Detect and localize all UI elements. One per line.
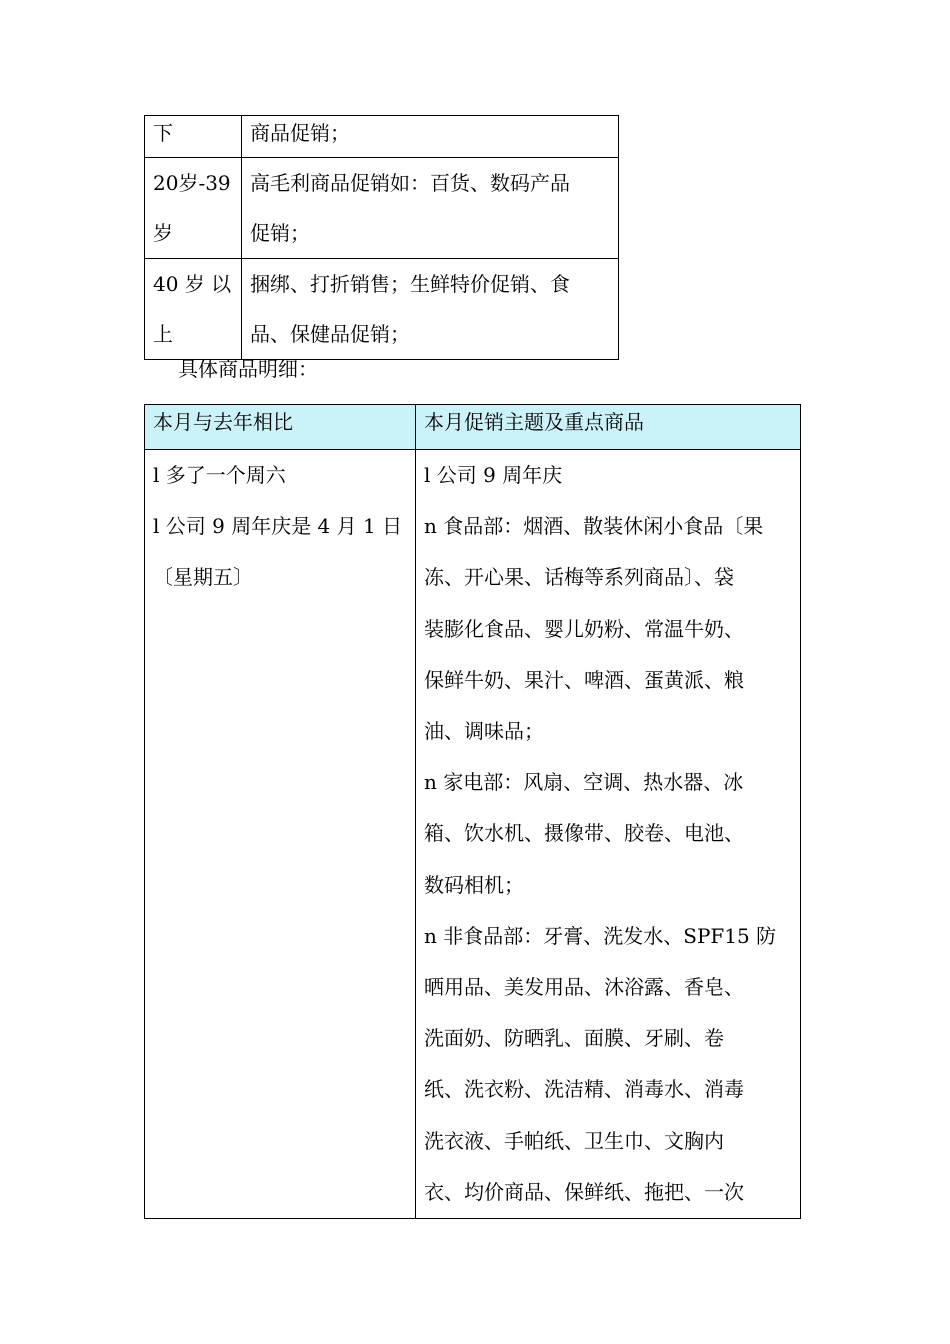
- age-group-text: 上: [153, 322, 173, 346]
- promotion-line: 纸、洗衣粉、洗洁精、消毒水、消毒: [424, 1077, 744, 1102]
- product-detail-table: [144, 404, 801, 1219]
- promotion-text: 促销；: [250, 221, 310, 245]
- promotion-line: 晒用品、美发用品、沐浴露、香皂、: [424, 975, 744, 1000]
- age-promotion-table: [144, 115, 619, 360]
- promotion-theme-cell: [416, 450, 801, 1219]
- promotion-cell: [242, 116, 619, 158]
- age-group-cell: [145, 158, 242, 259]
- header-cell-promotion-theme: 本月促销主题及重点商品: [416, 405, 801, 450]
- promotion-text: 品、保健品促销；: [250, 322, 410, 346]
- promotion-text: 捆绑、打折销售；生鲜特价促销、食: [250, 272, 570, 296]
- promotion-line: l 公司 9 周年庆: [424, 463, 563, 487]
- table-row: [145, 259, 619, 360]
- promotion-line: 冻、开心果、话梅等系列商品〕、袋: [424, 565, 734, 590]
- age-group-text: 岁: [153, 221, 173, 245]
- comparison-cell: [145, 450, 416, 1219]
- promotion-line: 洗衣液、手帕纸、卫生巾、文胸内: [424, 1128, 724, 1153]
- table-header-row: [145, 405, 801, 450]
- table-row: [145, 116, 619, 158]
- promotion-line: 保鲜牛奶、果汁、啤酒、蛋黄派、粮: [424, 667, 744, 692]
- promotion-text: 高毛利商品促销如：百货、数码产品: [250, 171, 570, 195]
- promotion-cell: [242, 259, 619, 360]
- age-group-text: 40 岁 以: [153, 272, 232, 296]
- age-group-text: 下: [153, 121, 173, 145]
- age-group-cell: [145, 116, 242, 158]
- table-row: [145, 158, 619, 259]
- promotion-cell: [242, 158, 619, 259]
- promotion-line: 油、调味品；: [424, 719, 544, 744]
- comparison-line: l 公司 9 周年庆是 4 月 1 日: [153, 514, 403, 539]
- promotion-line: n 家电部：风扇、空调、热水器、冰: [424, 770, 744, 795]
- section-heading: 具体商品明细：: [178, 357, 318, 381]
- comparison-line: 〔星期五〕: [153, 565, 253, 590]
- promotion-line: n 食品部：烟酒、散装休闲小食品〔果: [424, 514, 764, 539]
- promotion-line: 衣、均价商品、保鲜纸、拖把、一次: [424, 1179, 744, 1204]
- promotion-line: 洗面奶、防晒乳、面膜、牙刷、卷: [424, 1026, 724, 1051]
- age-group-text: 20岁-39: [153, 171, 231, 195]
- promotion-line: 装膨化食品、婴儿奶粉、常温牛奶、: [424, 616, 744, 641]
- age-group-cell: [145, 259, 242, 360]
- header-cell-comparison: 本月与去年相比: [145, 405, 416, 450]
- promotion-line: 数码相机；: [424, 872, 524, 897]
- comparison-line: l 多了一个周六: [153, 463, 286, 487]
- promotion-line: n 非食品部：牙膏、洗发水、SPF15 防: [424, 923, 777, 948]
- promotion-text: 商品促销；: [250, 121, 350, 145]
- promotion-line: 箱、饮水机、摄像带、胶卷、电池、: [424, 821, 744, 846]
- table-row: [145, 450, 801, 1219]
